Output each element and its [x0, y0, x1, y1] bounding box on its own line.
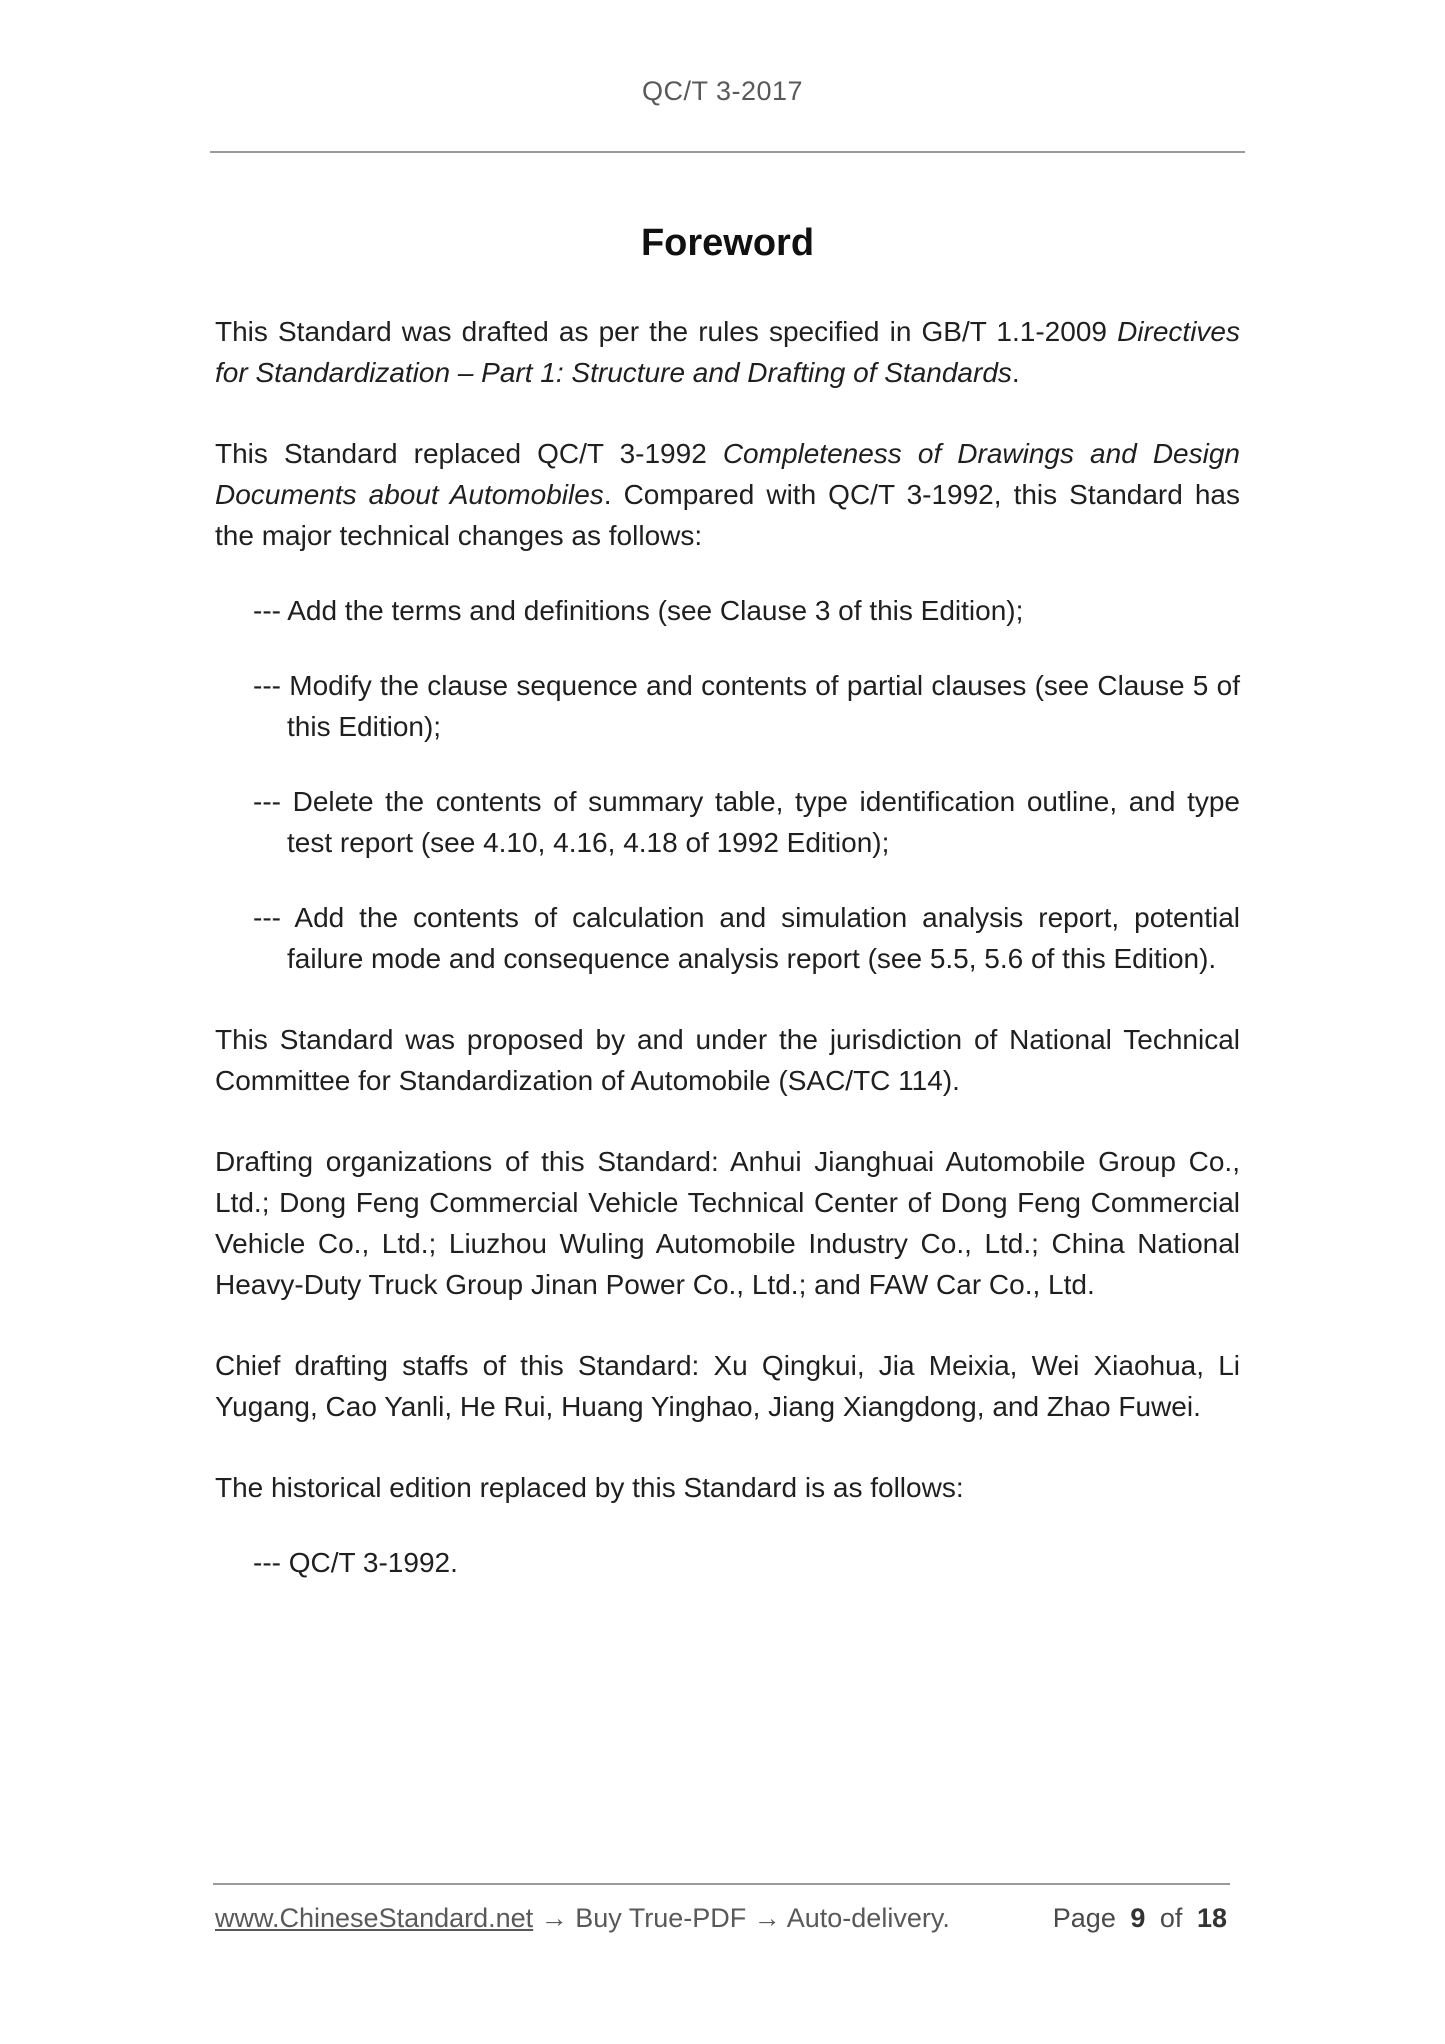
paragraph-replaced-standard: This Standard replaced QC/T 3-1992 Completeness of Drawings and Design Documents about Automobiles. Compared with QC/T 3-1992, this Standard has the major technical changes as follows:: [215, 438, 1240, 551]
document-body: [215, 222, 1240, 1583]
footer-tagline: → Buy True-PDF → Auto-delivery.: [540, 1903, 950, 1933]
page-total: 18: [1196, 1903, 1227, 1933]
list-item-historical-edition: --- QC/T 3-1992.: [253, 1547, 458, 1578]
list-item-modify-clauses: --- Modify the clause sequence and contents of partial clauses (see Clause 5 of this Edition);: [253, 670, 1240, 742]
footer-rule: [213, 1883, 1230, 1885]
page-footer: [215, 1903, 1227, 1934]
paragraph-proposed-by: This Standard was proposed by and under the jurisdiction of National Technical Committee for Standardization of Automobile (SAC/TC 114).: [215, 1024, 1240, 1096]
footer-website-link[interactable]: www.ChineseStandard.net: [215, 1903, 534, 1933]
paragraph-chief-drafting-staffs: Chief drafting staffs of this Standard: Xu Qingkui, Jia Meixia, Wei Xiaohua, Li Yugang, Cao Yanli, He Rui, Huang Yinghao, Jiang Xiangdong, and Zhao Fuwei.: [215, 1350, 1240, 1422]
paragraph-historical-edition: The historical edition replaced by this Standard is as follows:: [215, 1472, 964, 1503]
paragraph-drafted-per-rules: This Standard was drafted as per the rules specified in GB/T 1.1-2009 Directives for Standardization – Part 1: Structure and Drafting of Standards.: [215, 316, 1240, 388]
page-number: 9: [1130, 1903, 1146, 1933]
list-item-add-contents: --- Add the contents of calculation and simulation analysis report, potential failure mode and consequence analysis report (see 5.5, 5.6 of this Edition).: [253, 902, 1240, 974]
page-indicator: [1053, 1903, 1227, 1934]
page-header: [0, 76, 1445, 107]
footer-left: [215, 1903, 950, 1934]
page-title: Foreword: [640, 222, 815, 264]
paragraph-drafting-organizations: Drafting organizations of this Standard: Anhui Jianghuai Automobile Group Co., Ltd.; Dong Feng Commercial Vehicle Technical Center of Dong Feng Commercial Vehicle Co., Ltd.; Liuzhou Wuling Automobile Industry Co., Ltd.; China National Heavy-Duty Truck Group Jinan Power Co., Ltd.; and FAW Car Co., Ltd.: [215, 1146, 1240, 1300]
list-item-add-terms: --- Add the terms and definitions (see Clause 3 of this Edition);: [253, 595, 1024, 626]
header-rule: [210, 151, 1245, 153]
page-label: Page: [1052, 1903, 1116, 1933]
list-item-delete-contents: --- Delete the contents of summary table, type identification outline, and type test report (see 4.10, 4.16, 4.18 of 1992 Edition);: [253, 786, 1240, 858]
doc-number: QC/T 3-2017: [641, 76, 804, 106]
of-label: of: [1159, 1903, 1183, 1933]
